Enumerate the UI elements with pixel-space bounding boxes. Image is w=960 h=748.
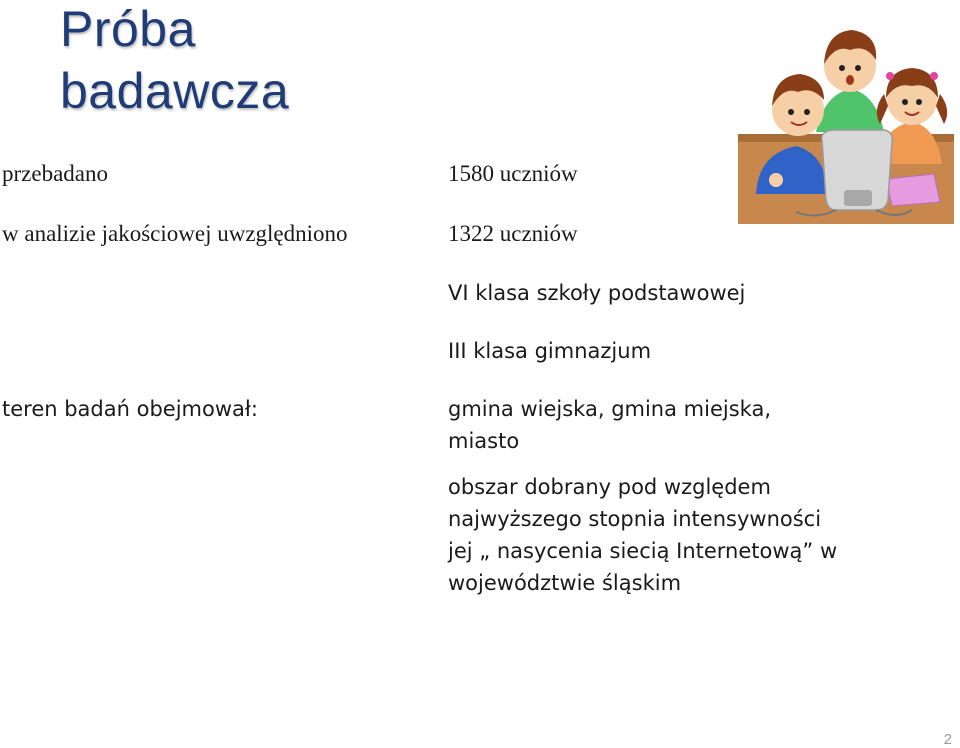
title-line-2: badawcza (60, 63, 290, 119)
value-area-description-line-1: obszar dobrany pod względem (448, 475, 771, 499)
children-at-computer-icon (736, 14, 956, 226)
page-title (60, 0, 360, 122)
value-area-description-line-3: jej „ nasycenia siecią Internetową” w (448, 539, 838, 563)
value-gymnasium-class: III klasa gimnazjum (448, 339, 652, 363)
label-surveyed: przebadano (2, 161, 108, 186)
value-analyzed-count: 1322 uczniów (448, 221, 578, 246)
value-primary-school-class: VI klasa szkoły podstawowej (448, 281, 746, 305)
value-area-types-line-2: miasto (448, 429, 520, 453)
value-area-types (448, 393, 771, 457)
value-area-description-line-2: najwyższego stopnia intensywności (448, 507, 822, 531)
value-area-description (448, 471, 837, 599)
label-qualitative-analysis: w analizie jakościowej uwzględniono (2, 221, 348, 246)
value-area-types-line-1: gmina wiejska, gmina miejska, (448, 397, 771, 421)
value-area-description-line-4: województwie śląskim (448, 571, 682, 595)
value-surveyed-count: 1580 uczniów (448, 161, 578, 186)
title-line-1: Próba (60, 1, 196, 57)
label-research-area: teren badań obejmował: (2, 397, 258, 421)
page-number: 2 (943, 731, 952, 748)
